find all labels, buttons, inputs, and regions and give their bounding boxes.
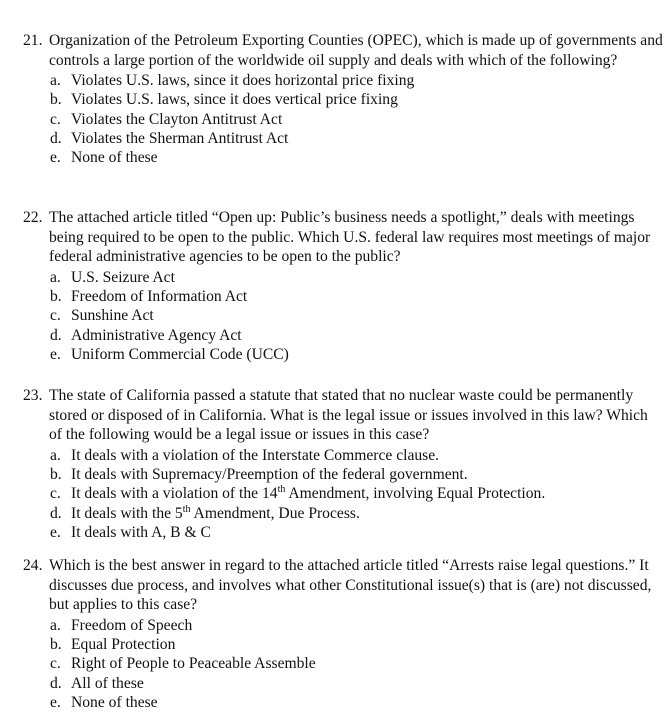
option-text: Sunshine Act	[71, 307, 154, 325]
question-number: 23.	[23, 387, 43, 404]
question-text: Which is the best answer in regard to the attached article titled “Arrests raise legal questions.” It discusses due process, and involves what other Constitutional issue(s) that is (are) not discussed, but applies to this case?	[49, 557, 652, 614]
option-text: None of these	[71, 693, 158, 711]
option-d	[23, 674, 663, 693]
option-text: It deals with a violation of the 14th Amendment, involving Equal Protection.	[71, 484, 546, 503]
option-text: Freedom of Information Act	[71, 288, 248, 306]
option-c	[23, 484, 663, 503]
option-letter: e.	[50, 149, 61, 167]
option-text: Violates the Sherman Antitrust Act	[71, 130, 289, 148]
option-letter: c.	[50, 307, 61, 325]
option-letter: e.	[50, 523, 61, 541]
option-e	[23, 148, 663, 167]
option-letter: d.	[50, 674, 62, 692]
question-number: 24.	[23, 557, 43, 574]
option-letter: d.	[50, 504, 62, 522]
question-number: 21.	[23, 32, 43, 49]
option-letter: b.	[50, 636, 62, 654]
question-22	[23, 208, 663, 364]
option-text: It deals with a violation of the Interstate Commerce clause.	[71, 446, 440, 464]
option-letter: c.	[50, 485, 61, 503]
option-text: None of these	[71, 149, 158, 167]
option-d	[23, 129, 663, 148]
option-letter: a.	[50, 72, 61, 90]
option-text: Administrative Agency Act	[71, 326, 242, 344]
option-e	[23, 523, 663, 542]
option-letter: c.	[50, 110, 61, 128]
option-c	[23, 110, 663, 129]
option-text: Freedom of Speech	[71, 616, 193, 634]
option-b	[23, 90, 663, 109]
question-text: The state of California passed a statute that stated that no nuclear waste could be permanently stored or disposed of in California. What is the legal issue or issues involved in this law? Which of the following would be a legal issue or issues in this case?	[49, 387, 648, 444]
question-21	[23, 31, 663, 168]
question-text: The attached article titled “Open up: Public’s business needs a spotlight,” deals with meetings being required to be open to the public. Which U.S. federal law requires most meetings of major federal administrative agencies to be open to the public?	[49, 209, 651, 266]
option-a	[23, 268, 663, 287]
option-text: Violates the Clayton Antitrust Act	[71, 110, 283, 128]
option-e	[23, 693, 663, 712]
option-b	[23, 635, 663, 654]
question-stem	[23, 31, 663, 70]
option-letter: a.	[50, 616, 61, 634]
option-letter: a.	[50, 446, 61, 464]
option-text: Equal Protection	[71, 636, 176, 654]
option-letter: b.	[50, 466, 62, 484]
question-24	[23, 556, 663, 712]
option-a	[23, 446, 663, 465]
option-c	[23, 306, 663, 325]
question-stem	[23, 208, 663, 267]
option-c	[23, 654, 663, 673]
option-text: It deals with the 5th Amendment, Due Process.	[71, 503, 360, 522]
option-text: It deals with Supremacy/Preemption of the federal government.	[71, 466, 468, 484]
option-text: Violates U.S. laws, since it does horizontal price fixing	[71, 72, 415, 90]
question-text: Organization of the Petroleum Exporting Counties (OPEC), which is made up of governments and controls a large portion of the worldwide oil supply and deals with which of the following?	[49, 32, 663, 69]
option-letter: b.	[50, 91, 62, 109]
option-text: Uniform Commercial Code (UCC)	[71, 345, 289, 363]
option-text: U.S. Seizure Act	[71, 268, 175, 286]
option-e	[23, 345, 663, 364]
option-text: Right of People to Peaceable Assemble	[71, 655, 316, 673]
option-b	[23, 287, 663, 306]
option-text: All of these	[71, 674, 144, 692]
question-number: 22.	[23, 209, 43, 226]
option-d	[23, 504, 663, 523]
option-d	[23, 326, 663, 345]
option-a	[23, 616, 663, 635]
option-letter: d.	[50, 130, 62, 148]
question-23	[23, 386, 663, 542]
option-letter: e.	[50, 693, 61, 711]
option-letter: d.	[50, 326, 62, 344]
option-text: Violates U.S. laws, since it does vertical price fixing	[71, 91, 398, 109]
option-b	[23, 465, 663, 484]
option-letter: e.	[50, 345, 61, 363]
option-text: It deals with A, B & C	[71, 523, 211, 541]
question-stem	[23, 386, 663, 445]
option-a	[23, 71, 663, 90]
option-letter: b.	[50, 288, 62, 306]
option-letter: a.	[50, 268, 61, 286]
option-letter: c.	[50, 655, 61, 673]
question-stem	[23, 556, 663, 615]
